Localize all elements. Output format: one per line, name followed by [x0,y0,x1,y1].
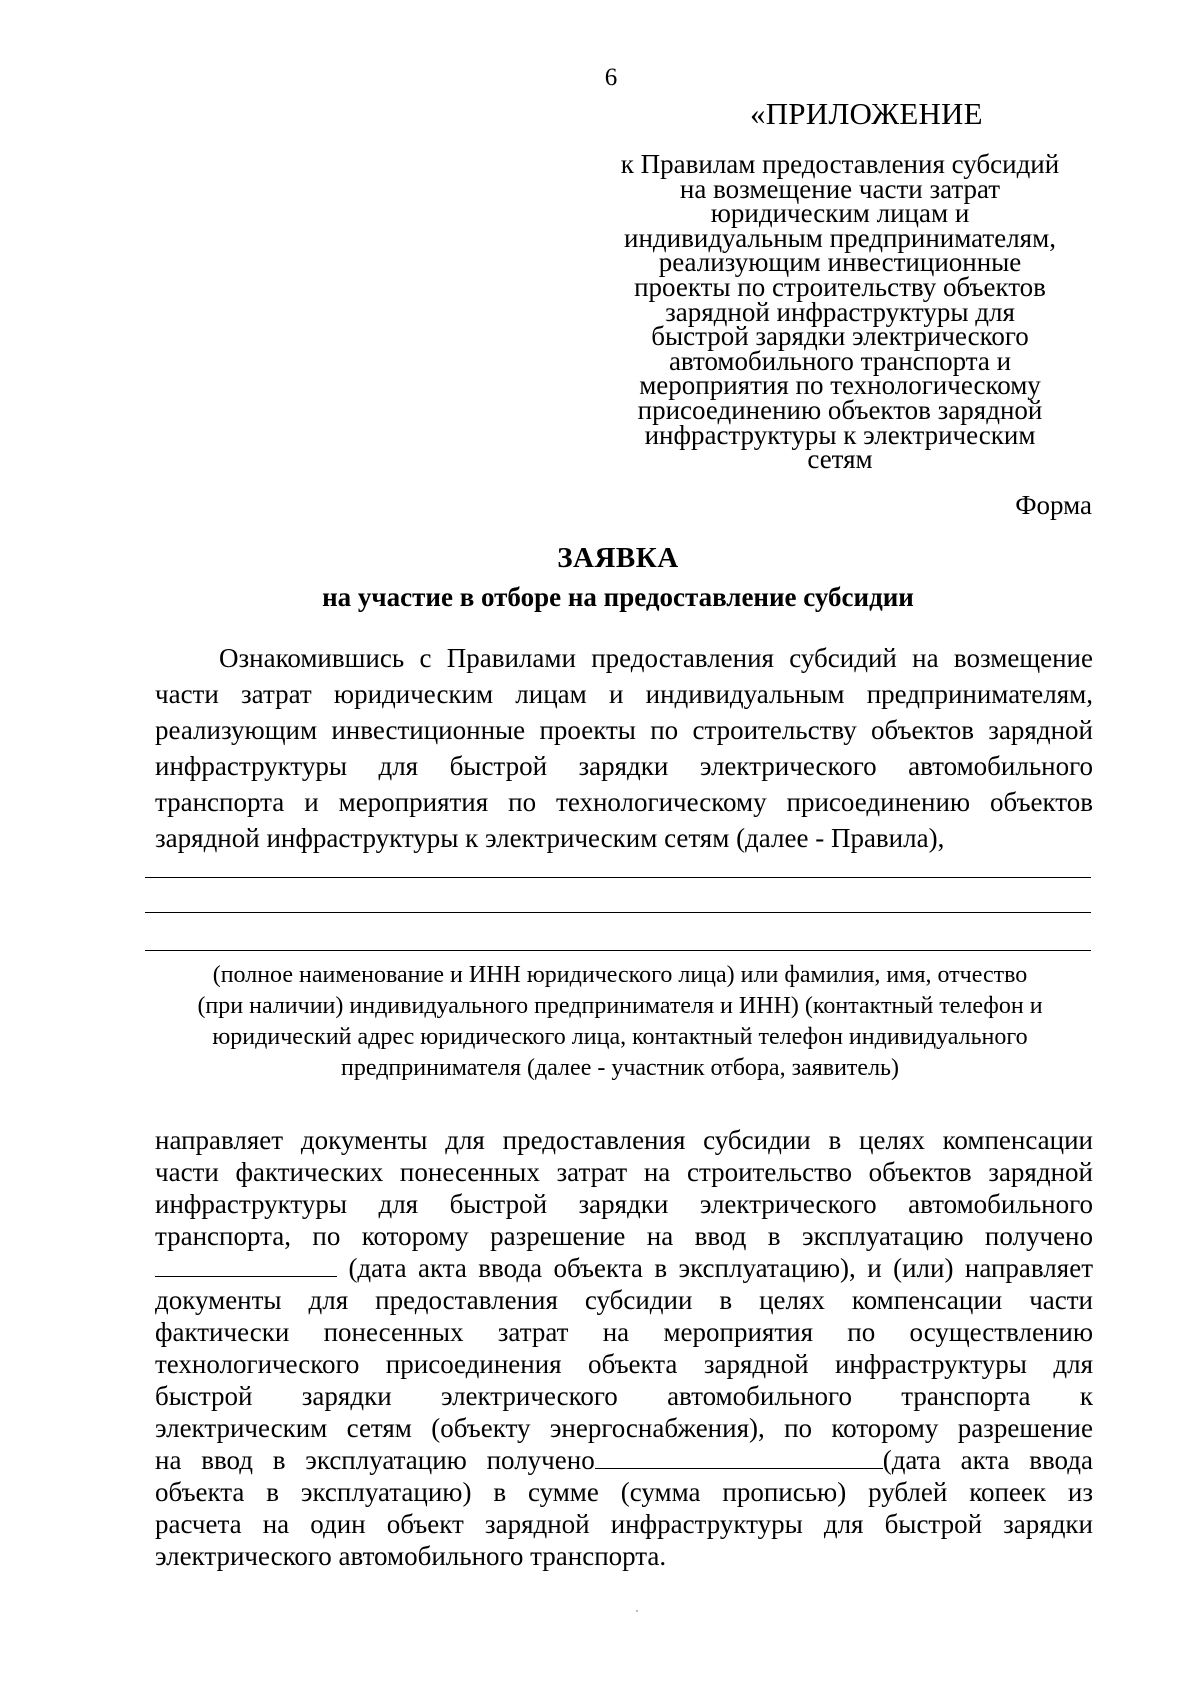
paragraph-line: документы для предоставления субсидии в целях компенсации части [155,1285,1093,1315]
document-subtitle: на участие в отборе на предоставление субсидии [322,582,914,612]
appendix-line: инфраструктуры к электрическим [644,419,1036,450]
paragraph-line: быстрой зарядки электрического автомобильного транспорта к [155,1381,1093,1411]
paragraph-line: Ознакомившись с Правилами предоставления субсидий на возмещение [219,643,1093,673]
line-text: (дата акта ввода объекта в эксплуатацию), и (или) направляет [337,1253,1093,1283]
paragraph-line: фактически понесенных затрат на мероприятия по осуществлению [155,1317,1093,1347]
page-number: 6 [604,64,618,91]
paragraph-line [155,1444,1093,1476]
paragraph-line: направляет документы для предоставления субсидии в целях компенсации [155,1125,1093,1155]
caption-line: юридический адрес юридического лица, контактный телефон индивидуального [212,1024,1028,1050]
line-text: (дата акта ввода [882,1445,1093,1475]
appendix-line: быстрой зарядки электрического [651,321,1029,352]
appendix-line: индивидуальным предпринимателям, [624,222,1056,253]
appendix-line: на возмещение части затрат [679,173,1001,204]
appendix-line: реализующим инвестиционные [658,247,1022,278]
intro-paragraph [155,640,1093,856]
appendix-line: юридическим лицам и [710,198,970,229]
appendix-line: зарядной инфраструктуры для [665,296,1015,327]
paragraph-line: электрическим сетям (объекту энергоснабжения), по которому разрешение [155,1413,1093,1443]
applicant-fill-line-1[interactable] [145,877,1091,878]
applicant-fill-line-3[interactable] [145,950,1091,951]
scan-speck [636,1610,638,1612]
document-title: ЗАЯВКА [557,542,679,574]
caption-line: предпринимателя (далее - участник отбора, заявитель) [341,1055,899,1081]
appendix-line: мероприятия по технологическому [639,370,1041,401]
paragraph-line: транспорта, по которому разрешение на ввод в эксплуатацию получено [155,1221,1093,1251]
form-label: Форма [1015,490,1092,520]
appendix-reference [600,149,1080,475]
paragraph-line [155,1252,1093,1284]
paragraph-line: зарядной инфраструктуры к электрическим сетям (далее - Правила), [155,823,945,853]
paragraph-line: расчета на один объект зарядной инфраструктуры для быстрой зарядки [155,1509,1093,1539]
applicant-caption [140,960,1100,1084]
appendix-title: «ПРИЛОЖЕНИЕ [750,96,983,131]
paragraph-line: части затрат юридическим лицам и индивидуальным предпринимателям, [155,679,1093,709]
paragraph-line: технологического присоединения объекта зарядной инфраструктуры для [155,1349,1093,1379]
appendix-line: автомобильного транспорта и [668,345,1012,376]
commissioning-date-blank-2[interactable] [595,1446,883,1469]
caption-line: (полное наименование и ИНН юридического лица) или фамилия, имя, отчество [212,962,1028,988]
commissioning-date-blank-1[interactable] [155,1254,337,1277]
appendix-line: присоединению объектов зарядной [637,394,1043,425]
applicant-fill-line-2[interactable] [145,912,1091,913]
paragraph-line: реализующим инвестиционные проекты по строительству объектов зарядной [155,715,1093,745]
paragraph-line: инфраструктуры для быстрой зарядки электрического автомобильного [155,751,1093,781]
caption-line: (при наличии) индивидуального предпринимателя и ИНН) (контактный телефон и [197,993,1043,1019]
appendix-line: к Правилам предоставления субсидий [620,149,1060,179]
paragraph-line: транспорта и мероприятия по технологическому присоединению объектов [155,787,1093,817]
line-text: на ввод в эксплуатацию получено [155,1445,595,1475]
paragraph-line: части фактических понесенных затрат на строительство объектов зарядной [155,1157,1093,1187]
appendix-line: сетям [807,444,873,475]
paragraph-line: объекта в эксплуатацию) в сумме (сумма прописью) рублей копеек из [155,1477,1093,1507]
paragraph-line: электрического автомобильного транспорта. [155,1541,667,1571]
paragraph-line: инфраструктуры для быстрой зарядки электрического автомобильного [155,1189,1093,1219]
body-paragraph [155,1124,1093,1572]
appendix-line: проекты по строительству объектов [634,271,1046,302]
